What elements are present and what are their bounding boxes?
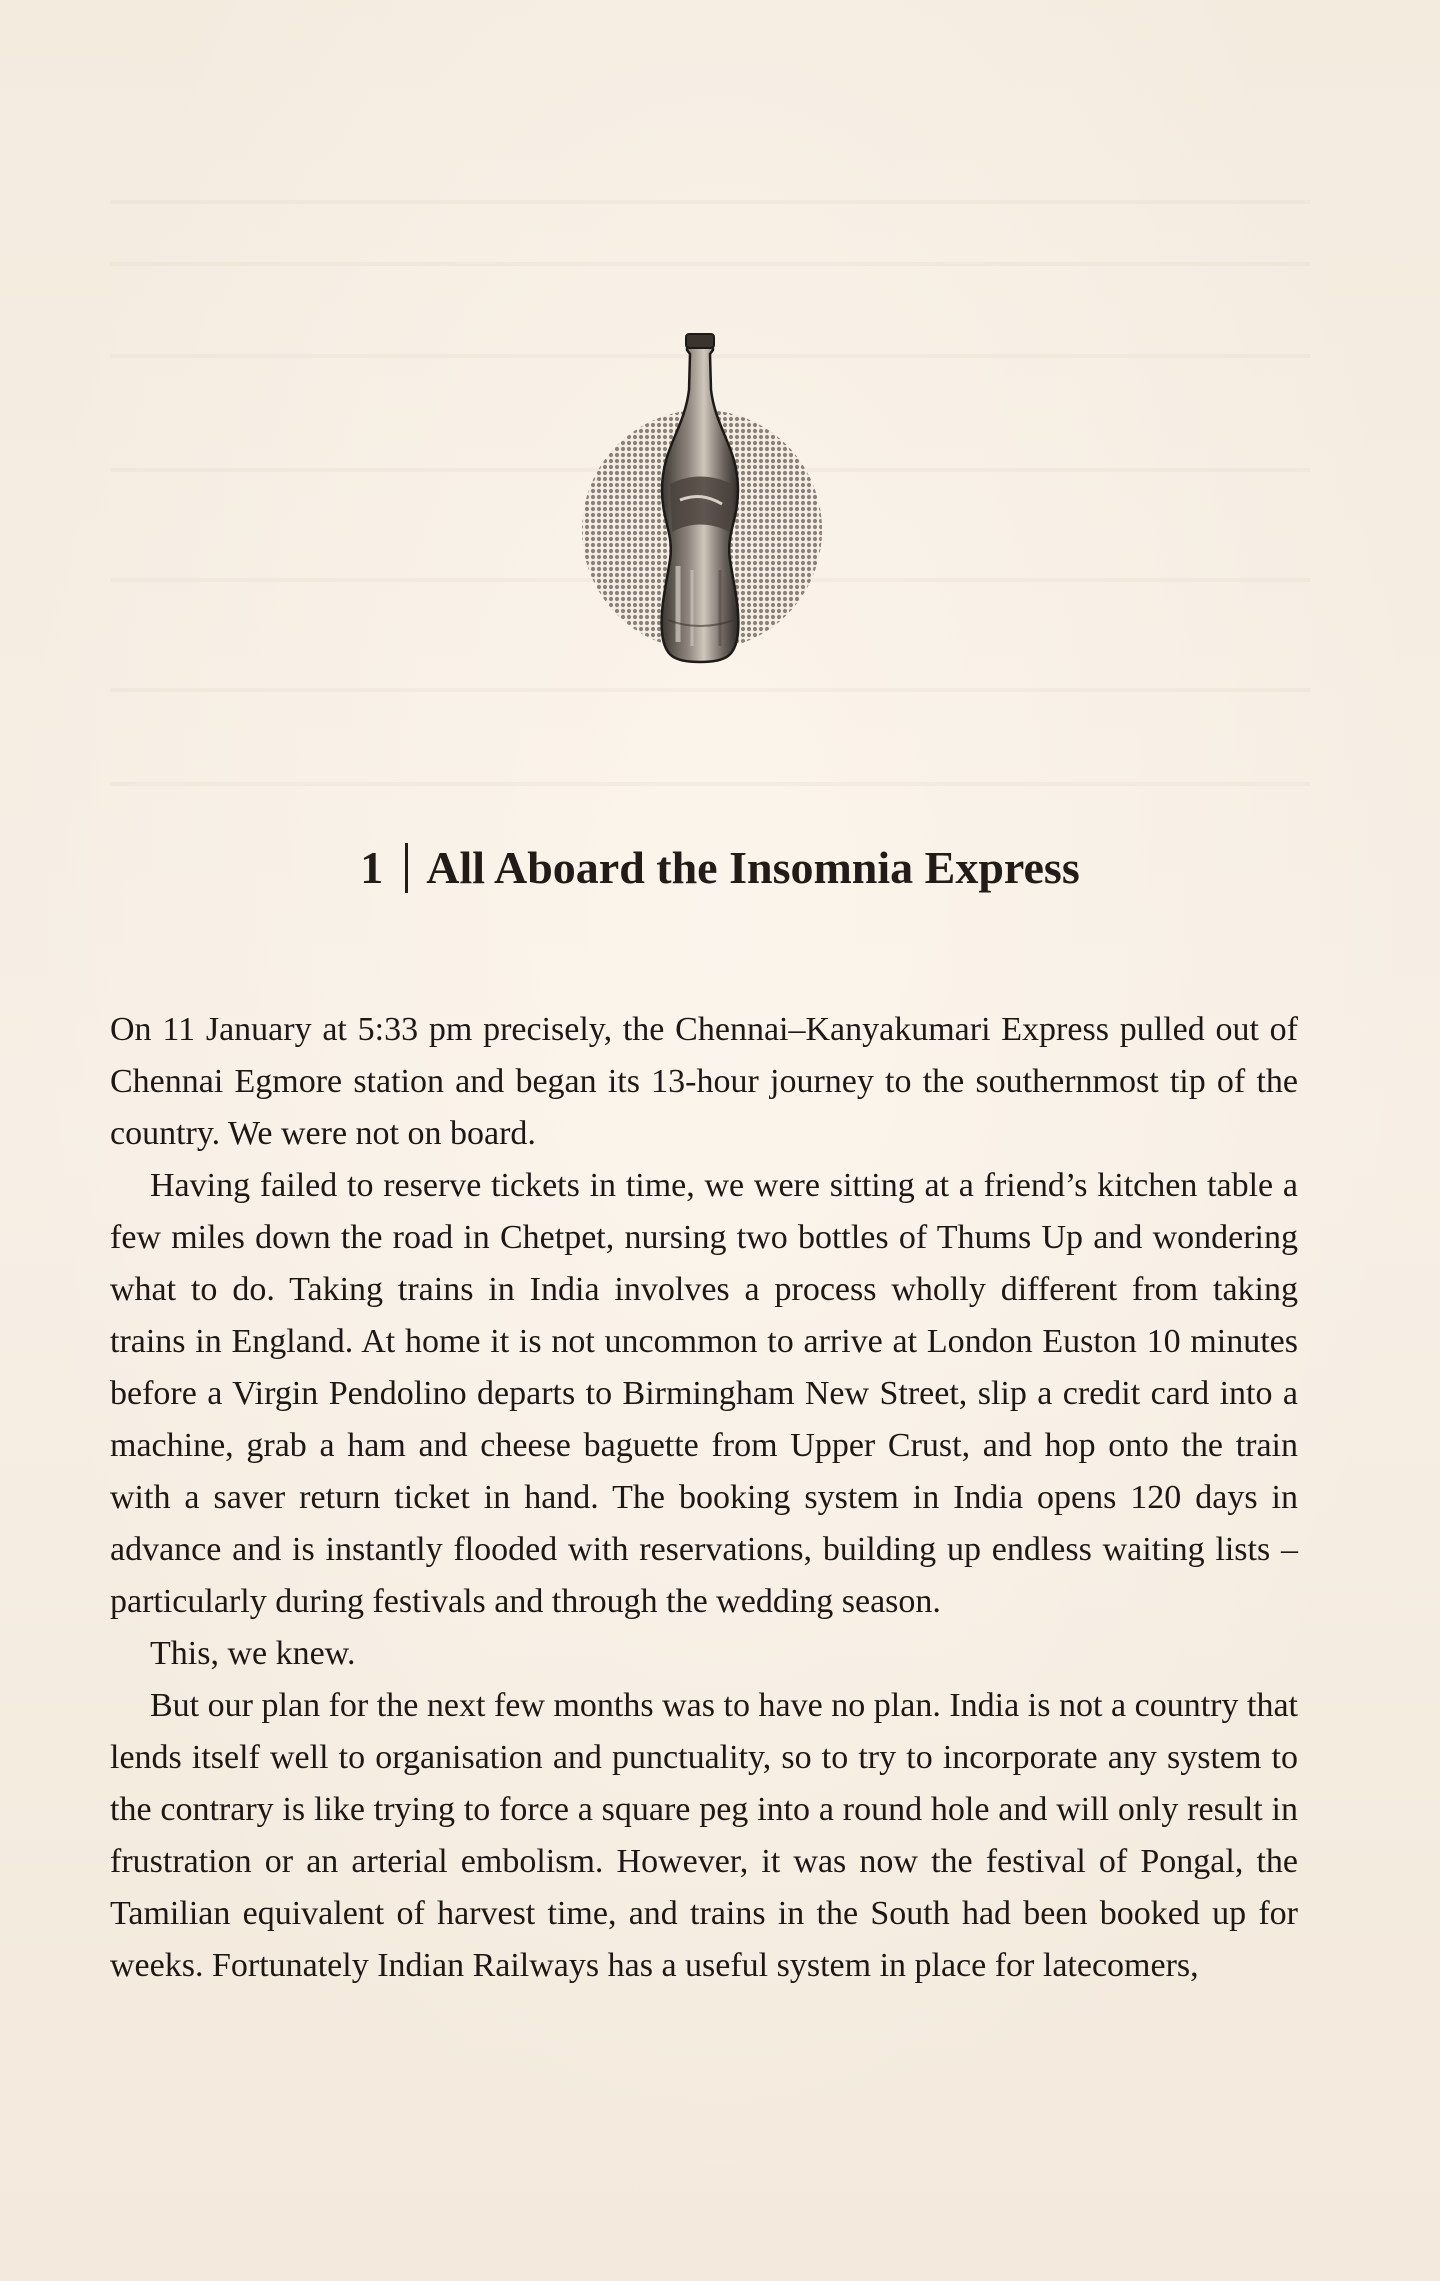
chapter-heading (0, 838, 1440, 898)
chapter-number: 1 (360, 842, 384, 893)
paragraph: On 11 January at 5:33 pm precisely, the Chennai–Kanyakumari Express pulled out of Chennai Egmore station and began its 13-hour journey to the southernmost tip of the country. We were not on board. (110, 1011, 1298, 1152)
show-through-line (110, 262, 1310, 266)
show-through-line (110, 200, 1310, 204)
chapter-title: All Aboard the Insomnia Express (426, 842, 1080, 893)
paragraph: But our plan for the next few months was to have no plan. India is not a country that lends itself well to organisation and punctuality, so to try to incorporate any system to the contrary is like trying to force a square peg into a round hole and will only result in frustration or an arterial embolism. However, it was now the festival of Pongal, the Tamilian equivalent of harvest time, and trains in the South had been booked up for weeks. Fortunately Indian Railways has a useful system in place for latecomers, (110, 1687, 1298, 1984)
soda-bottle-icon (560, 320, 860, 680)
paragraph: Having failed to reserve tickets in time, we were sitting at a friend’s kitchen table a few miles down the road in Chetpet, nursing two bottles of Thums Up and wondering what to do. Taking trains in India involves a process wholly different from taking trains in England. At home it is not uncommon to arrive at London Euston 10 minutes before a Virgin Pendolino departs to Birmingham New Street, slip a credit card into a machine, grab a ham and cheese baguette from Upper Crust, and hop onto the train with a saver return ticket in hand. The booking system in India opens 120 days in advance and is instantly flooded with reservations, building up endless waiting lists – particularly during festivals and through the wedding season. (110, 1167, 1298, 1620)
heading-separator (405, 843, 408, 893)
paragraph: This, we knew. (150, 1635, 356, 1672)
show-through-line (110, 688, 1310, 692)
chapter-body (110, 1004, 1298, 1992)
show-through-line (110, 782, 1310, 786)
